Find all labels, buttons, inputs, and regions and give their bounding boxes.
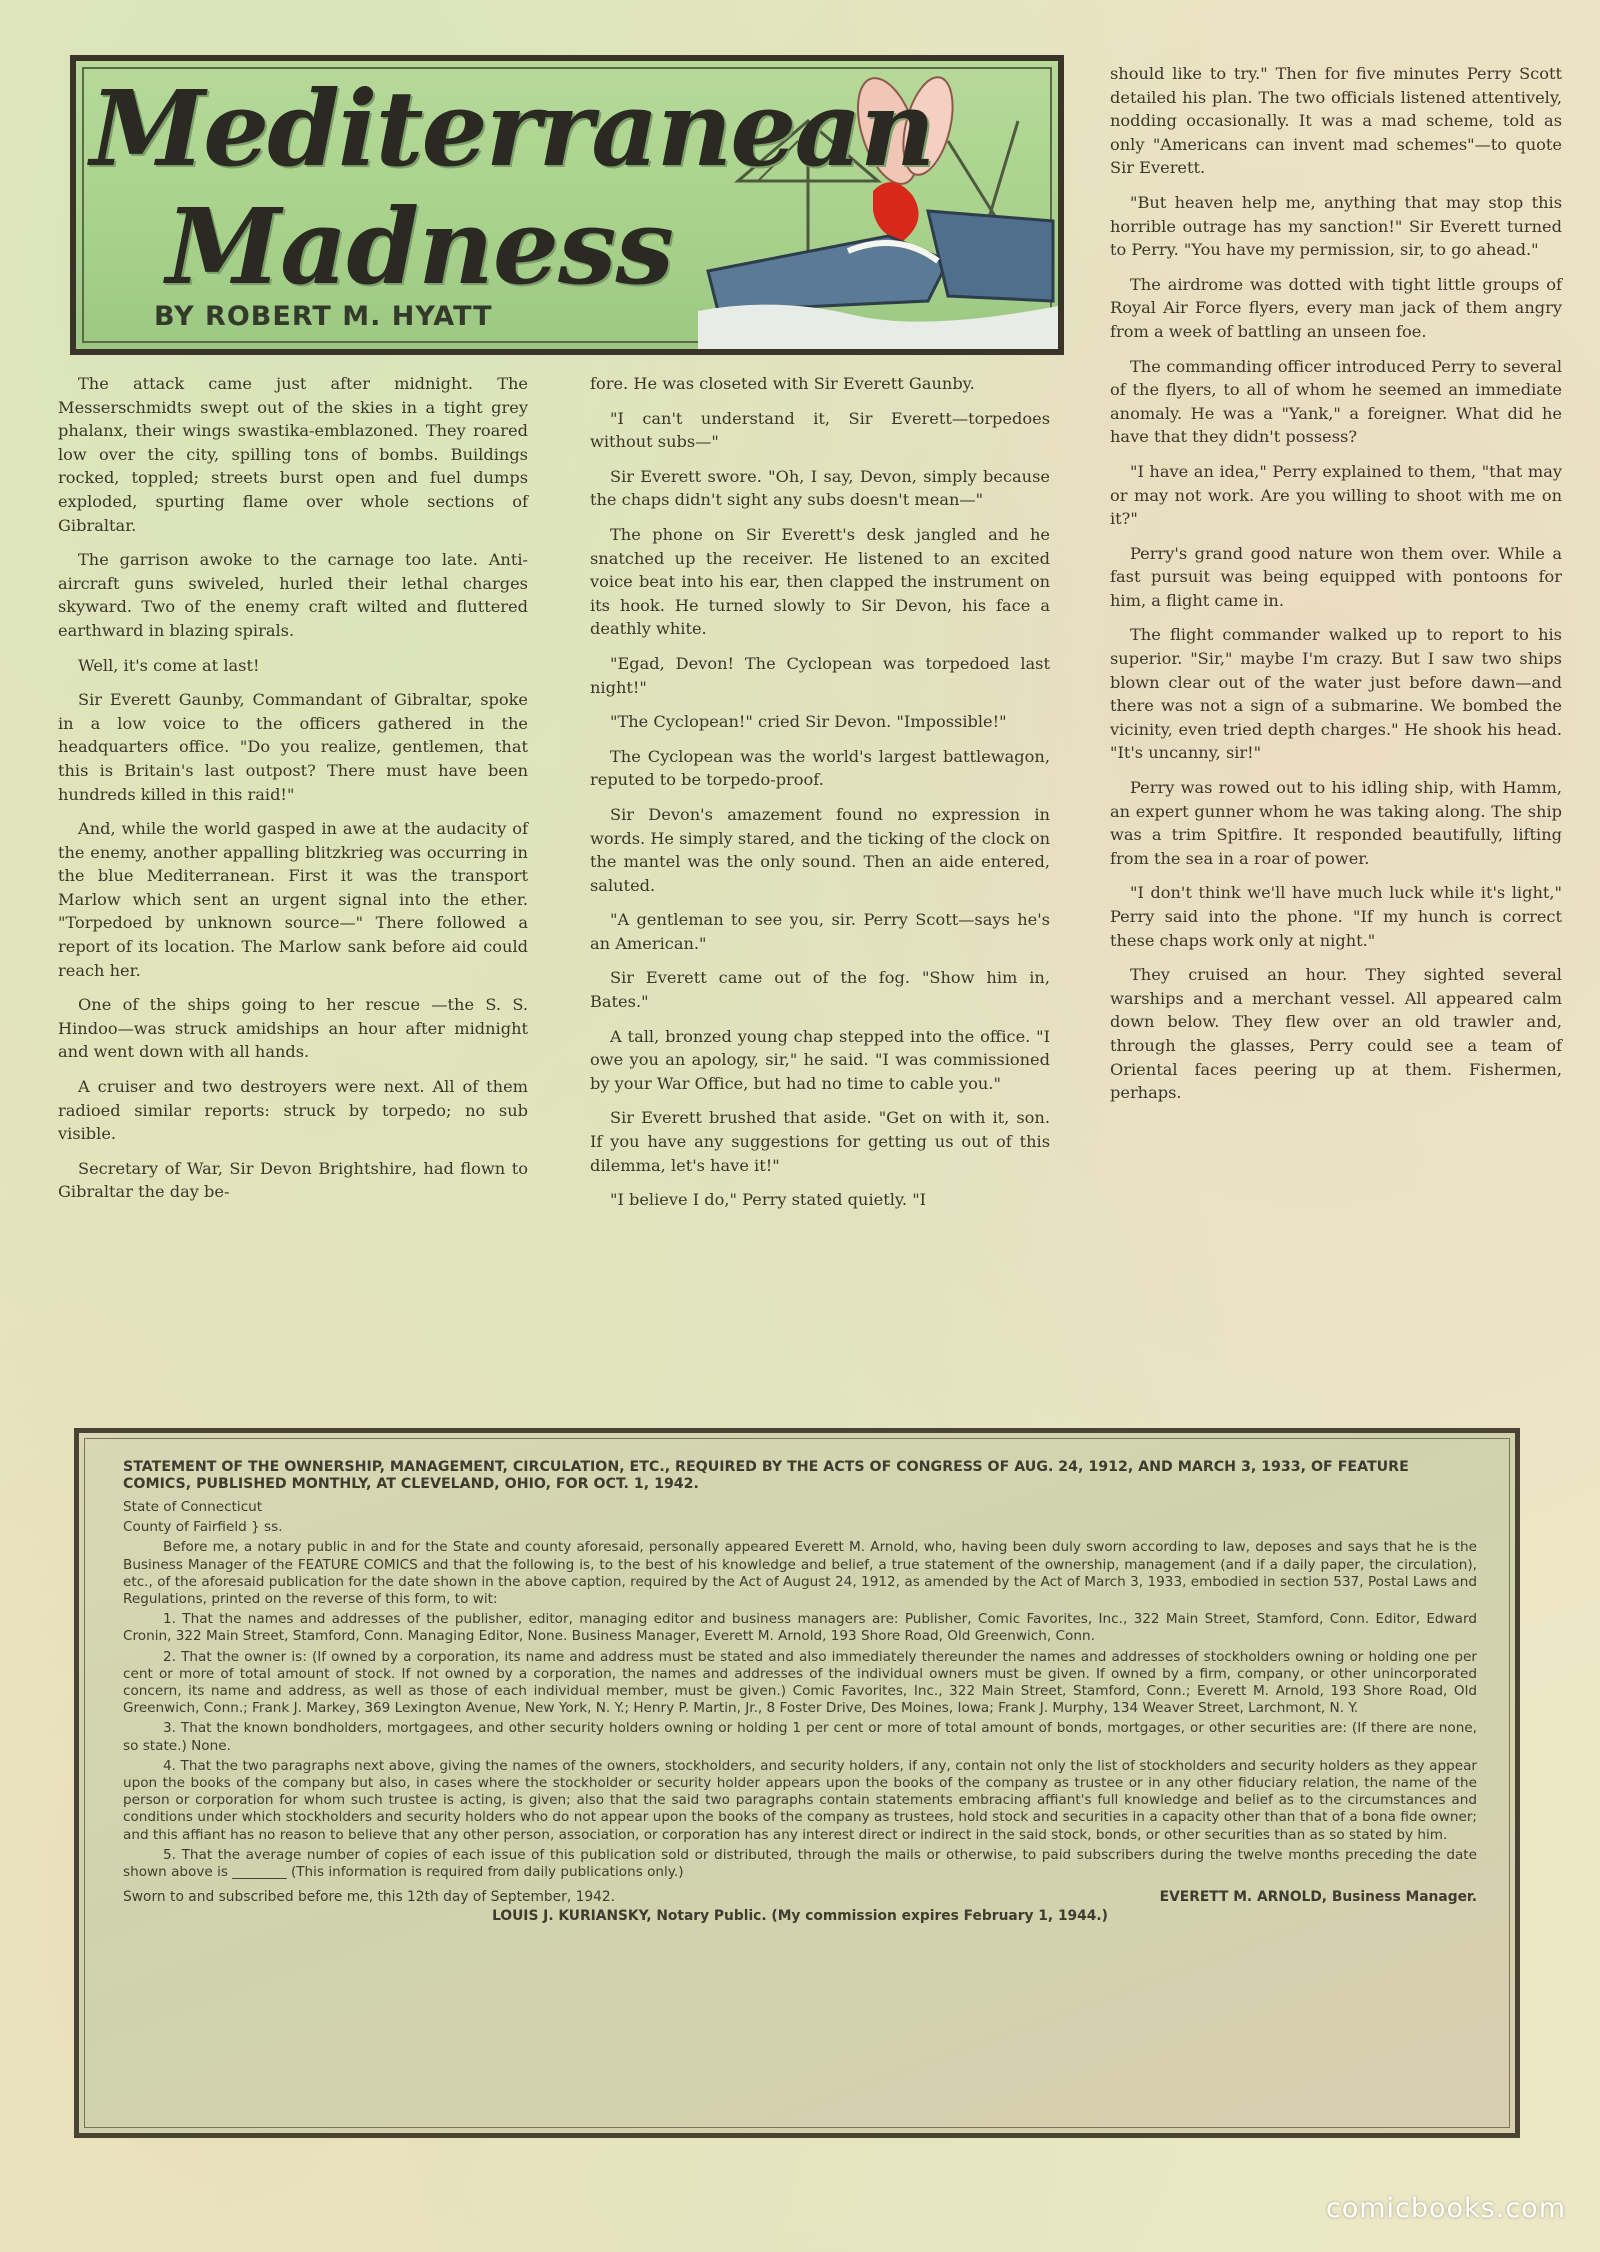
- story-paragraph: "I don't think we'll have much luck while it's light," Perry said into the phone. "If my hunch is correct these chaps work only at night.": [1110, 883, 1562, 950]
- statement-paragraph: 2. That the owner is: (If owned by a corporation, its name and address must be stated and also immediately thereunder the names and addresses of stockholders owning or holding one per cent or more of total amount of stock. If not owned by a corporation, the names and addresses of the individual owners must be given. If owned by a firm, company, or other unincorporated concern, its name and address, as well as those of each individual member, must be given.) Comic Favorites, Inc., 322 Main Street, Stamford, Conn.; Everett M. Arnold, 193 Shore Road, Old Greenwich, Conn.; Frank J. Markey, 369 Lexington Avenue, New York, N. Y.; Henry P. Martin, Jr., 8 Foster Drive, Des Moines, Iowa; Frank J. Murphy, 134 Weaver Street, Larchmont, N. Y.: [123, 1648, 1477, 1717]
- story-paragraph: The flight commander walked up to report to his superior. "Sir," maybe I'm crazy. But I saw two ships blown clear out of the water just before dawn—and there was not a sign of a submarine. We bombed the vicinity, even tried depth charges." He shook his head. "It's uncanny, sir!": [1110, 625, 1562, 763]
- story-paragraph: The airdrome was dotted with tight little groups of Royal Air Force flyers, every man jack of them angry from a week of battling an unseen foe.: [1110, 274, 1562, 341]
- signature-row: [123, 1887, 1477, 1907]
- story-paragraph: "A gentleman to see you, sir. Perry Scott—says he's an American.": [590, 910, 1050, 953]
- story-paragraph: The commanding officer introduced Perry to several of the flyers, to all of whom he seemed an immediate anomaly. He was a "Yank," a foreigner. What did he have that they didn't possess?: [1110, 356, 1562, 447]
- story-paragraph: fore. He was closeted with Sir Everett Gaunby.: [590, 374, 975, 393]
- sworn-statement: Sworn to and subscribed before me, this 12th day of September, 1942.: [123, 1889, 616, 1906]
- story-paragraph: The attack came just after midnight. The Messerschmidts swept out of the skies in a tight grey phalanx, their wings swastika-emblazoned. They roared low over the city, spilling tons of bombs. Buildings rocked, toppled; streets burst open and fuel dumps exploded, spurting flame over whole sections of Gibraltar.: [58, 374, 528, 535]
- story-column-1: [58, 372, 528, 1215]
- story-paragraph: Well, it's come at last!: [78, 655, 260, 675]
- story-paragraph: "The Cyclopean!" cried Sir Devon. "Impossible!": [610, 712, 1007, 732]
- story-paragraph: Perry was rowed out to his idling ship, with Hamm, an expert gunner whom he was taking along. The ship was a trim Spitfire. It responded beautifully, lifting from the sea in a roar of power.: [1110, 778, 1562, 868]
- statement-paragraph: Before me, a notary public in and for the State and county aforesaid, personally appeared Everett M. Arnold, who, having been duly sworn according to law, deposes and says that he is the Business Manager of the FEATURE COMICS and that the following is, to the best of his knowledge and belief, a true statement of the ownership, management (and if a daily paper, the circulation), etc., of the aforesaid publication for the date shown in the above caption, required by the Act of August 24, 1912, as amended by the Act of March 3, 1933, embodied in section 537, Postal Laws and Regulations, printed on the reverse of this form, to wit:: [123, 1539, 1477, 1608]
- statement-paragraph: 4. That the two paragraphs next above, giving the names of the owners, stockholders, and security holders, if any, contain not only the list of stockholders and security holders as they appear upon the books of the company but also, in cases where the stockholder or security holder appears upon the books of the company as trustee or in any other fiduciary relation, the name of the person or corporation for whom such trustee is acting, is given; also that the said two paragraphs contain statements embracing affiant's full knowledge and belief as to the circumstances and conditions under which stockholders and security holders who do not appear upon the books of the company as trustees, hold stock and securities in a capacity other than that of a bona fide owner; and this affiant has no reason to believe that any other person, association, or corporation has any interest direct or indirect in the said stock, bonds, or other securities than as so stated by him.: [123, 1757, 1477, 1843]
- story-paragraph: The phone on Sir Everett's desk jangled and he snatched up the receiver. He listened to an excited voice beat into his ear, then clapped the instrument on its hook. He turned slowly to Sir Devon, his face a deathly white.: [590, 524, 1050, 639]
- story-paragraph: "I have an idea," Perry explained to them, "that may or may not work. Are you willing to shoot with me on it?": [1110, 461, 1562, 529]
- statement-county: County of Fairfield } ss.: [123, 1519, 283, 1536]
- statement-state: State of Connecticut: [123, 1499, 263, 1515]
- story-paragraph: They cruised an hour. They sighted several warships and a merchant vessel. All appeared calm down below. They flew over an old trawler and, through the glasses, Perry could see a team of Oriental faces peering up at them. Fishermen, perhaps.: [1110, 965, 1562, 1103]
- story-paragraph: One of the ships going to her rescue —the S. S. Hindoo—was struck amidships an hour after midnight and went down with all hands.: [58, 995, 528, 1062]
- ownership-statement-box: [74, 1428, 1520, 2138]
- statement-paragraph: 1. That the names and addresses of the publisher, editor, managing editor and business managers are: Publisher, Comic Favorites, Inc., 322 Main Street, Stamford, Conn. Editor, Edward Cronin, 322 Main Street, Stamford, Conn. Managing Editor, None. Business Manager, Everett M. Arnold, 193 Shore Road, Old Greenwich, Conn.: [123, 1611, 1477, 1645]
- story-column-2: [590, 372, 1050, 1223]
- story-title-line-2: Madness: [166, 185, 674, 308]
- story-paragraph: And, while the world gasped in awe at the audacity of the enemy, another appalling blitzkrieg was occurring in the blue Mediterranean. First it was the transport Marlow which sent an urgent signal into the ether. "Torpedoed by unknown source—" There followed a report of its location. The Marlow sank before aid could reach her.: [58, 819, 528, 980]
- story-paragraph: "I believe I do," Perry stated quietly. "I: [610, 1190, 927, 1210]
- story-paragraph: "But heaven help me, anything that may stop this horrible outrage has my sanction!" Sir Everett turned to Perry. "You have my permission, sir, to go ahead.": [1110, 192, 1562, 260]
- story-paragraph: A tall, bronzed young chap stepped into the office. "I owe you an apology, sir," he said. "I was commissioned by your War Office, but had no time to cable you.": [590, 1026, 1050, 1093]
- story-paragraph: The garrison awoke to the carnage too late. Anti-aircraft guns swiveled, hurled their lethal charges skyward. Two of the enemy craft wilted and fluttered earthward in blazing spirals.: [58, 550, 528, 640]
- statement-heading: STATEMENT OF THE OWNERSHIP, MANAGEMENT, CIRCULATION, ETC., REQUIRED BY THE ACTS OF CONGRESS OF AUG. 24, 1912, AND MARCH 3, 1933, OF FEATURE COMICS, PUBLISHED MONTHLY, AT CLEVELAND, OHIO, FOR OCT. 1, 1942.: [123, 1459, 1409, 1492]
- author-byline: BY ROBERT M. HYATT: [154, 301, 493, 332]
- story-paragraph: Secretary of War, Sir Devon Brightshire, had flown to Gibraltar the day be-: [58, 1158, 528, 1202]
- notary-line: LOUIS J. KURIANSKY, Notary Public. (My commission expires February 1, 1944.): [492, 1908, 1108, 1925]
- story-paragraph: Sir Everett swore. "Oh, I say, Devon, simply because the chaps didn't sight any subs doesn't mean—": [590, 466, 1050, 510]
- story-column-3: [1110, 62, 1562, 1116]
- statement-paragraph: 5. That the average number of copies of each issue of this publication sold or distributed, through the mails or otherwise, to paid subscribers during the twelve months preceding the date shown above is ________ (This information is required from daily publications only.): [123, 1846, 1477, 1881]
- story-paragraph: Sir Everett came out of the fog. "Show him in, Bates.": [590, 968, 1050, 1012]
- title-panel: [70, 55, 1064, 355]
- business-manager-signature: EVERETT M. ARNOLD, Business Manager.: [1159, 1889, 1477, 1906]
- story-paragraph: Sir Everett brushed that aside. "Get on with it, son. If you have any suggestions for getting us out of this dilemma, let's have it!": [590, 1108, 1050, 1175]
- story-paragraph: "Egad, Devon! The Cyclopean was torpedoed last night!": [590, 653, 1050, 697]
- story-paragraph: Sir Devon's amazement found no expression in words. He simply stared, and the ticking of the clock on the mantel was the only sound. Then an aide entered, saluted.: [590, 804, 1050, 895]
- story-paragraph: Perry's grand good nature won them over. While a fast pursuit was being equipped with pontoons for him, a flight came in.: [1110, 543, 1562, 610]
- statement-paragraph: 3. That the known bondholders, mortgagees, and other security holders owning or holding 1 per cent or more of total amount of bonds, mortgages, or other securities are: (If there are none, so state.) None.: [123, 1720, 1477, 1754]
- site-watermark: comicbooks.com: [1325, 2193, 1566, 2224]
- story-paragraph: The Cyclopean was the world's largest battlewagon, reputed to be torpedo-proof.: [590, 746, 1050, 790]
- story-paragraph: "I can't understand it, Sir Everett—torpedoes without subs—": [590, 408, 1050, 452]
- story-paragraph: Sir Everett Gaunby, Commandant of Gibraltar, spoke in a low voice to the officers gathered in the headquarters office. "Do you realize, gentlemen, that this is Britain's last outpost? There must have been hundreds killed in this raid!": [58, 690, 528, 804]
- story-title-line-1: Mediterranean: [90, 67, 934, 190]
- story-paragraph: should like to try." Then for five minutes Perry Scott detailed his plan. The two officials listened attentively, nodding occasionally. It was a mad scheme, told as only "Americans can invent mad schemes"—to quote Sir Everett.: [1110, 64, 1562, 178]
- story-paragraph: A cruiser and two destroyers were next. All of them radioed similar reports: struck by torpedo; no sub visible.: [58, 1077, 528, 1144]
